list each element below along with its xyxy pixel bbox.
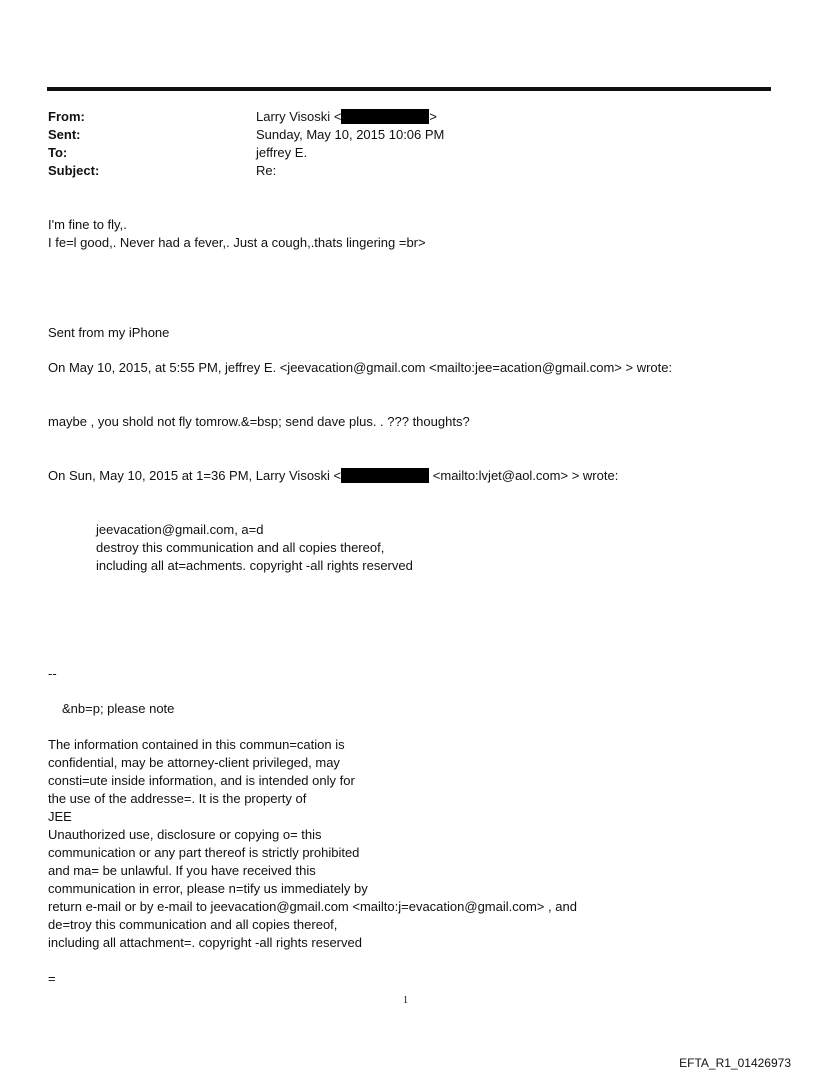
disclaimer-line: including all attachment=. copyright -all rights reserved (48, 935, 362, 950)
redaction-block (341, 109, 429, 124)
disclaimer-line: communication in error, please n=tify us immediately by (48, 881, 368, 896)
quote2-header-start: On Sun, May 10, 2015 at 1=36 PM, Larry Visoski < (48, 468, 342, 483)
disclaimer-line: Unauthorized use, disclosure or copying o= this (48, 827, 322, 842)
subject-label: Subject: (48, 163, 100, 178)
nbsp-note-line: &nb=p; please note (62, 701, 175, 716)
subject-value: Re: (256, 163, 277, 178)
disclaimer-line: the use of the addresse=. It is the property of (48, 791, 307, 806)
from-name: Larry Visoski (256, 109, 331, 124)
sent-label: Sent: (48, 127, 81, 142)
disclaimer-line: return e-mail or by e-mail to jeevacation@gmail.com <mailto:j=evacation@gmail.com> , and (48, 899, 577, 914)
to-value: jeffrey E. (256, 145, 308, 160)
trailing-equals: = (48, 971, 56, 986)
to-label: To: (48, 145, 68, 160)
page-number: 1 (403, 995, 408, 1006)
disclaimer-line: communication or any part thereof is strictly prohibited (48, 845, 360, 860)
document-id: EFTA_R1_01426973 (679, 1056, 791, 1070)
from-label: From: (48, 109, 85, 124)
quote2-line: destroy this communication and all copies thereof, (96, 540, 385, 555)
from-open-bracket: < (333, 109, 342, 124)
from-value (256, 108, 437, 126)
disclaimer-line: and ma= be unlawful. If you have received this (48, 863, 316, 878)
quote2-line: jeevacation@gmail.com, a=d (96, 522, 264, 537)
disclaimer-line: consti=ute inside information, and is intended only for (48, 773, 355, 788)
body-line-2: I fe=l good,. Never had a fever,. Just a cough,.thats lingering =br> (48, 235, 426, 250)
signature-separator: -- (48, 666, 57, 681)
sent-from-signature: Sent from my iPhone (48, 325, 170, 340)
header-divider (47, 87, 771, 91)
quote2-header-end: <mailto:lvjet@aol.com> > wrote: (432, 468, 619, 483)
sent-value: Sunday, May 10, 2015 10:06 PM (256, 127, 445, 142)
disclaimer-line: JEE (48, 809, 72, 824)
quote1-body: maybe , you shold not fly tomrow.&=bsp; send dave plus. . ??? thoughts? (48, 414, 470, 429)
disclaimer-line: confidential, may be attorney-client privileged, may (48, 755, 340, 770)
from-close-bracket: > (429, 109, 437, 124)
disclaimer-line: The information contained in this commun=cation is (48, 737, 345, 752)
quote2-line: including all at=achments. copyright -all rights reserved (96, 558, 413, 573)
quote2-header (48, 467, 618, 485)
quote1-header: On May 10, 2015, at 5:55 PM, jeffrey E. <jeevacation@gmail.com <mailto:jee=acation@gmail.com> > wrote: (48, 360, 673, 375)
body-line-1: I'm fine to fly,. (48, 217, 127, 232)
disclaimer-line: de=troy this communication and all copies thereof, (48, 917, 338, 932)
redaction-block (341, 468, 429, 483)
